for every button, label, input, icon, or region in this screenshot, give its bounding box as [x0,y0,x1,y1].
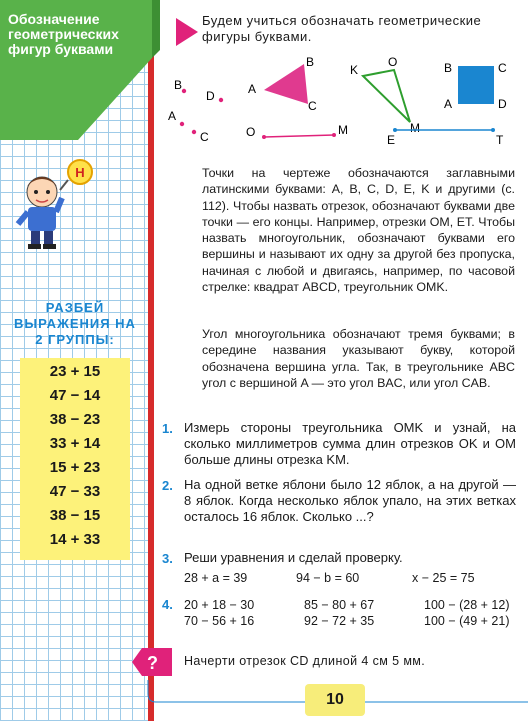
svg-text:E: E [387,133,396,147]
svg-text:B: B [444,61,453,75]
svg-text:M: M [338,123,348,137]
svg-text:M: M [410,121,420,135]
point-label: A [168,109,177,123]
svg-text:T: T [496,133,504,147]
expression-item: 33 + 14 [49,435,101,452]
point-label: B [174,78,183,92]
pink-flag-icon [176,18,198,46]
svg-text:O: O [246,125,256,139]
mascot-boy-image [12,150,102,255]
page-number: 10 [305,684,365,716]
intro-text: Будем учиться обозначать геометрические фигуры буквами. [202,13,482,44]
svg-text:D: D [498,97,507,111]
equation: 28 + a = 39 [184,571,248,585]
expression-item: 15 + 23 [49,459,101,476]
explanation-paragraph-1: Точки на чертеже обозначаются заглавными латинскими буквами: A, B, C, D, E, K и другими (с. 112). Чтобы назвать отрезок, обозначают буквами две точки — его концы. Например, отрезки OM, ET. Чтобы назвать многоугольник, обозначают буквами его вершины и называют их одну за другой без пропуска, начиная с любой и двигаясь, например, по часовой стрелке: квадрат ABCD, треугольник OMK. [202,166,515,295]
explanation-paragraph-2: Угол многоугольника обозначают тремя буквами; в середине названия указывают букву, которой обозначена вершина угла. Так, в треугольнике ABC угол с вершиной A — это угол BAC, или угол CAB. [202,327,515,390]
task4-expression: 100 − (28 + 12) [424,598,510,612]
task-1-text: Измерь стороны треугольника OMK и узнай, на сколько миллиметров сумма длин отрезков OK и OM больше длины отрезка KM. [184,420,516,467]
bonus-task-text: Начерти отрезок CD длиной 4 см 5 мм. [184,654,426,668]
task4-expression: 20 + 18 − 30 [184,598,255,612]
question-mark-icon [132,648,172,676]
expression-item: 47 − 14 [49,387,101,404]
svg-text:B: B [306,55,315,69]
task-2-text: На одной ветке яблони было 12 яблок, а на другой — 8 яблок. Когда несколько яблок упало, на этих ветках осталось 16 яблок. Сколько ...? [184,477,516,524]
point-label: C [200,130,209,144]
equation: x − 25 = 75 [412,571,475,585]
svg-text:K: K [350,63,359,77]
point-label: D [206,89,215,103]
task-number: 4. [162,597,173,612]
equation: 94 − b = 60 [296,571,360,585]
svg-text:A: A [248,82,257,96]
geometry-figures [160,52,520,150]
topic-title: Обозначение геометрических фигур буквами [8,11,119,57]
expression-item: 23 + 15 [49,363,101,380]
sidebar-task-heading: РАЗБЕЙ ВЫРАЖЕНИЯ НА 2 ГРУППЫ: [14,300,136,347]
svg-text:A: A [444,97,453,111]
svg-text:?: ? [147,653,158,673]
task4-expression: 70 − 56 + 16 [184,614,255,628]
task4-expression: 85 − 80 + 67 [304,598,375,612]
task-3-text: Реши уравнения и сделай проверку. [184,550,403,565]
expression-item: 47 − 33 [49,483,101,500]
svg-text:O: O [388,55,398,69]
svg-text:C: C [308,99,317,113]
expression-item: 38 − 23 [49,411,101,428]
expression-item: 14 + 33 [49,531,101,548]
task-number: 2. [162,478,173,493]
task-number: 3. [162,551,173,566]
task4-expression: 92 − 72 + 35 [304,614,375,628]
mascot-badge: Н [75,165,85,180]
svg-text:C: C [498,61,507,75]
expression-item: 38 − 15 [49,507,101,524]
task4-expression: 100 − (49 + 21) [424,614,510,628]
expressions-box [20,358,130,560]
task-number: 1. [162,421,173,436]
